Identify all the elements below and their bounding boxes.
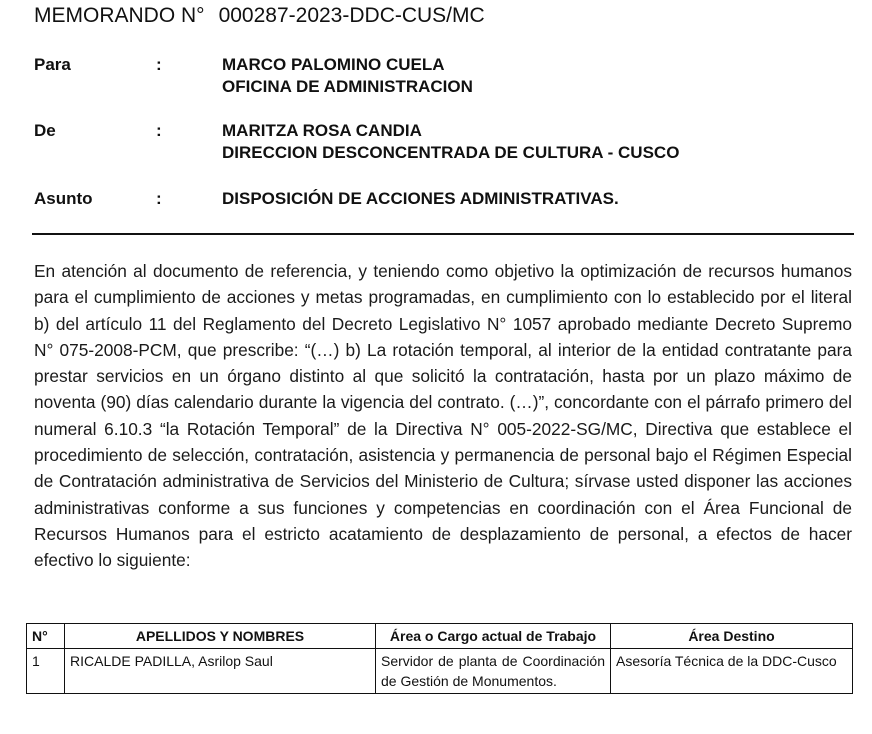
col-header-destination: Área Destino [611, 624, 853, 649]
personnel-table [26, 623, 853, 694]
para-label: Para [34, 55, 71, 74]
cell-name: RICALDE PADILLA, Asrilop Saul [65, 649, 376, 694]
memo-label: MEMORANDO N° [34, 4, 205, 27]
de-label: De [34, 121, 56, 140]
body-paragraph: En atención al documento de referencia, y teniendo como objetivo la optimización de recursos humanos para el cumplimiento de acciones y metas programadas, en cumplimiento con lo establecido por el literal b) del artículo 11 del Reglamento del Decreto Legislativo N° 1057 aprobado mediante Decreto Supremo N° 075-2008-PCM, que prescribe: “(…) b) La rotación temporal, al interior de la entidad contratante para prestar servicios en un órgano distinto al que solicitó la contratación, hasta por un plazo máximo de noventa (90) días calendario durante la vigencia del contrato. (…)”, concordante con el párrafo primero del numeral 6.10.3 “la Rotación Temporal” de la Directiva N° 005-2022-SG/MC, Directiva que establece el procedimiento de selección, contratación, asistencia y permanencia de personal bajo el Régimen Especial de Contratación administrativa de Servicios del Ministerio de Cultura; sírvase usted disponer las acciones administrativas conforme a sus funciones y competencias en coordinación con el Área Funcional de Recursos Humanos para el estricto acatamiento de desplazamiento de personal, a efectos de hacer efectivo lo siguiente: [34, 261, 852, 571]
cell-num: 1 [27, 649, 65, 694]
cell-current: Servidor de planta de Coordinación de Gestión de Monumentos. [376, 649, 611, 694]
para-recipient-name: MARCO PALOMINO CUELA [222, 55, 445, 74]
de-sender-name: MARITZA ROSA CANDIA [222, 121, 422, 140]
table-header-row [27, 624, 853, 649]
header-divider [32, 233, 854, 235]
de-value [222, 120, 679, 164]
de-colon: : [156, 121, 162, 140]
personnel-table-wrap [26, 623, 852, 694]
col-header-current: Área o Cargo actual de Trabajo [376, 624, 611, 649]
para-value [222, 54, 473, 98]
asunto-label: Asunto [34, 189, 93, 208]
para-recipient-office: OFICINA DE ADMINISTRACION [222, 77, 473, 96]
asunto-colon: : [156, 189, 162, 208]
memo-number: 000287-2023-DDC-CUS/MC [218, 4, 485, 27]
col-header-num: N° [27, 624, 65, 649]
para-colon: : [156, 55, 162, 74]
asunto-value: DISPOSICIÓN DE ACCIONES ADMINISTRATIVAS. [222, 189, 619, 208]
table-row [27, 649, 853, 694]
memo-title [34, 4, 485, 28]
de-sender-office: DIRECCION DESCONCENTRADA DE CULTURA - CUSCO [222, 143, 680, 162]
col-header-name: APELLIDOS Y NOMBRES [65, 624, 376, 649]
cell-destination: Asesoría Técnica de la DDC-Cusco [611, 649, 853, 694]
